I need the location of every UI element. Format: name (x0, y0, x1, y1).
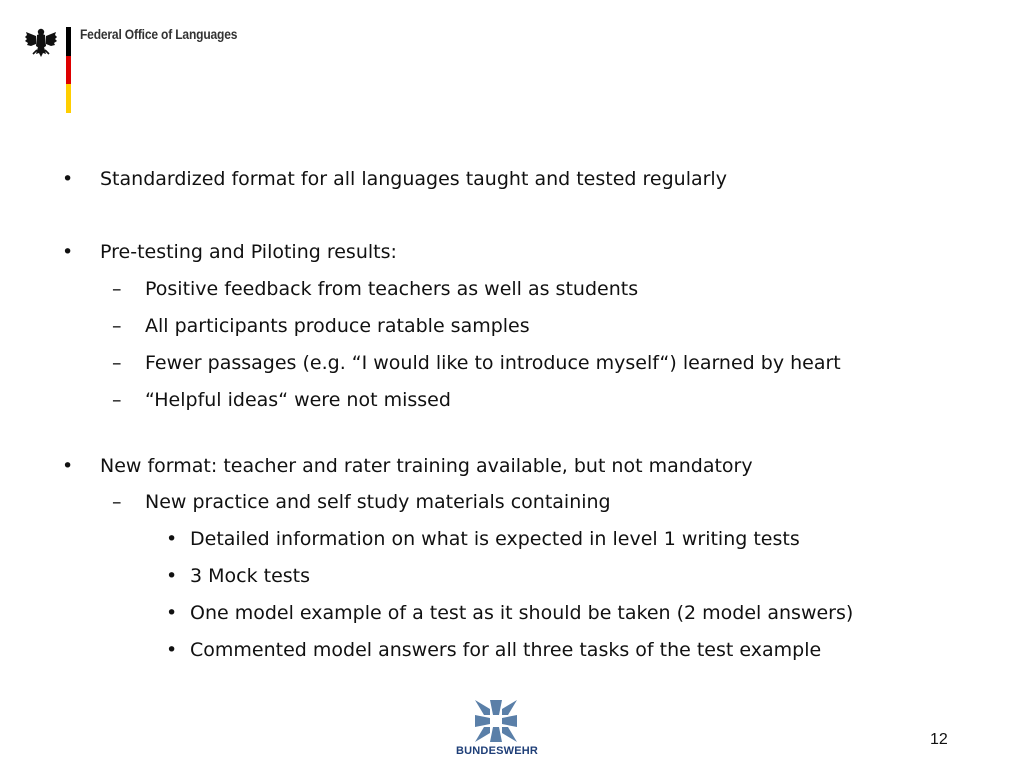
sub-sub-bullet-text: 3 Mock tests (190, 565, 311, 587)
bullet-text: Pre-testing and Piloting results: (100, 241, 397, 263)
bullet-icon: • (62, 168, 74, 190)
sub-sub-bullet-text: Commented model answers for all three tasks of the test example (190, 639, 822, 661)
sub-sub-bullet-text: Detailed information on what is expected in level 1 writing tests (190, 528, 800, 550)
bullet-icon: • (62, 241, 74, 263)
flag-stripe-gold (66, 84, 71, 113)
dash-icon: – (112, 389, 122, 411)
bullet-text: New format: teacher and rater training available, but not mandatory (100, 455, 753, 477)
bullet-icon: • (166, 602, 178, 624)
dash-icon: – (112, 352, 122, 374)
slide-header (0, 0, 1024, 120)
sub-sub-bullet-text: One model example of a test as it should be taken (2 model answers) (190, 602, 854, 624)
sub-bullet-text: New practice and self study materials containing (145, 491, 611, 513)
flag-stripe-black (66, 27, 71, 56)
bundeswehr-wordmark: BUNDESWEHR (456, 745, 539, 757)
sub-bullet-text: “Helpful ideas“ were not missed (145, 389, 451, 411)
bullet-icon: • (166, 528, 178, 550)
iron-cross-icon (475, 700, 517, 742)
organization-name: Federal Office of Languages (80, 26, 238, 42)
flag-stripe-red (66, 56, 71, 85)
dash-icon: – (112, 491, 122, 513)
bullet-icon: • (166, 639, 178, 661)
page-number: 12 (930, 731, 948, 748)
bullet-icon: • (166, 565, 178, 587)
bundeswehr-logo (456, 700, 539, 764)
bullet-icon: • (62, 455, 74, 477)
sub-bullet-text: All participants produce ratable samples (145, 315, 530, 337)
sub-bullet-text: Positive feedback from teachers as well as students (145, 278, 639, 300)
sub-bullet-text: Fewer passages (e.g. “I would like to introduce myself“) learned by heart (145, 352, 841, 374)
dash-icon: – (112, 278, 122, 300)
federal-eagle-icon (24, 26, 58, 60)
german-flag-bar (66, 27, 71, 113)
dash-icon: – (112, 315, 122, 337)
bullet-text: Standardized format for all languages taught and tested regularly (100, 168, 727, 190)
